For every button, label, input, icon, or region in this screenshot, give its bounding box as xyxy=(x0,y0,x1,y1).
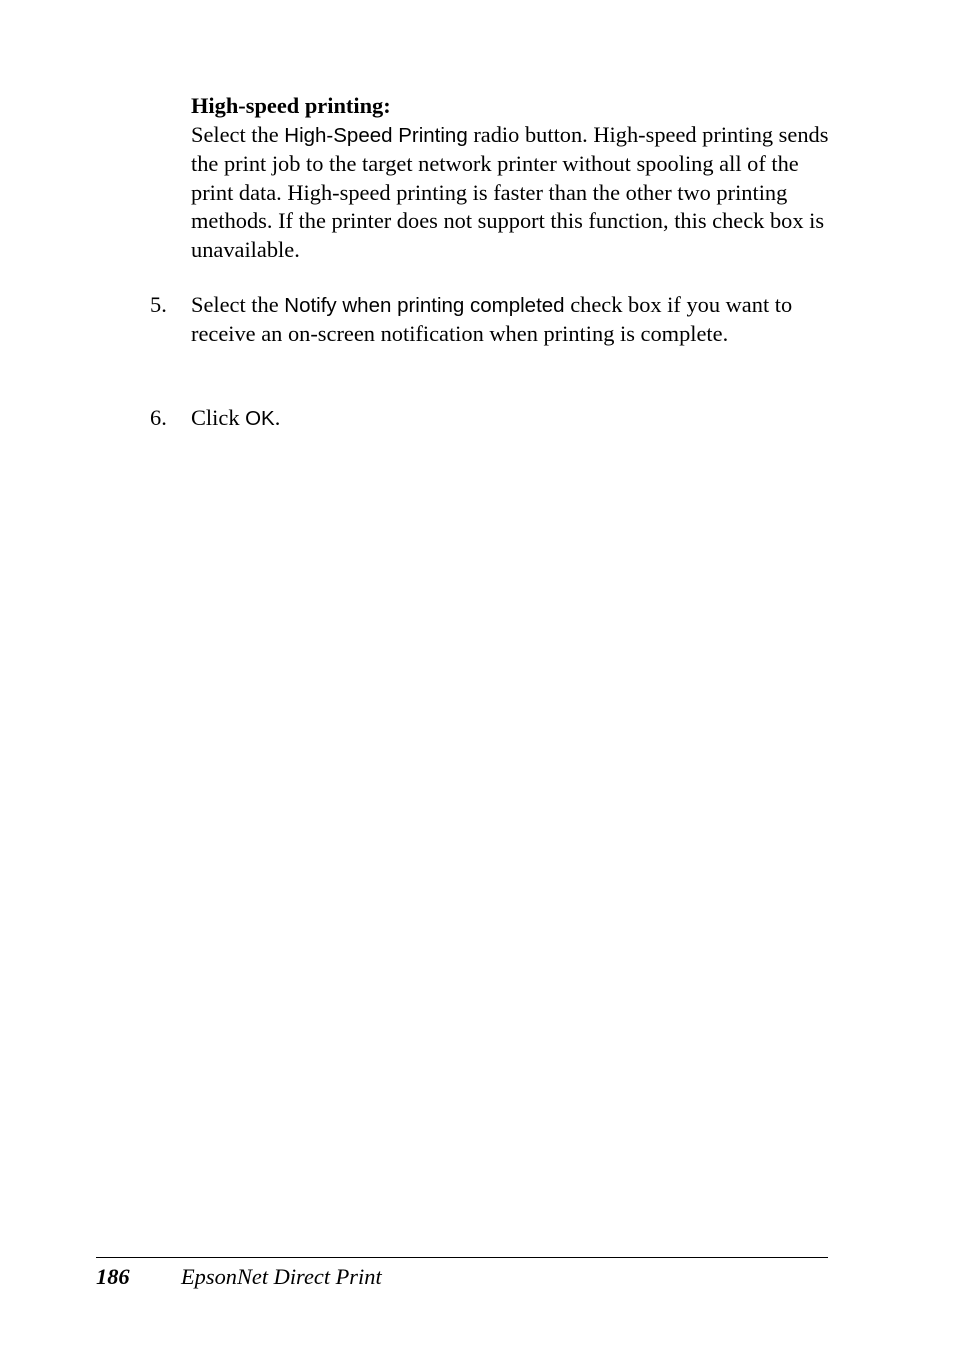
footer-rule xyxy=(96,1257,828,1258)
high-speed-printing-section xyxy=(191,92,831,265)
step-text-start: Select the xyxy=(191,292,285,317)
paragraph-text-start: Select the xyxy=(191,121,285,147)
step-text-end: check box if you want to receive an on-screen notification when printing is complete. xyxy=(191,292,793,347)
step-number: 6. xyxy=(150,405,167,430)
ui-term-high-speed-printing: High-Speed Printing xyxy=(284,123,468,147)
section-heading: High-speed printing: xyxy=(191,93,391,118)
page-number: 186 xyxy=(96,1264,130,1289)
step-text-end: . xyxy=(274,405,281,430)
running-title: EpsonNet Direct Print xyxy=(181,1264,382,1289)
step-number: 5. xyxy=(150,292,167,317)
section-paragraph xyxy=(191,121,831,265)
ui-term-notify-when-printing-completed: Notify when printing completed xyxy=(284,294,565,317)
step-text xyxy=(191,291,831,349)
ui-term-ok: OK xyxy=(245,407,275,430)
step-text-start: Click xyxy=(191,405,246,430)
paragraph-text-end: radio button. High-speed printing sends the print job to the target network printer without spooling all of the print data. High-speed printing is faster than the other two printing methods. If the printer does not support this function, this check box is unavailable. xyxy=(191,121,829,262)
step-text xyxy=(191,404,831,433)
